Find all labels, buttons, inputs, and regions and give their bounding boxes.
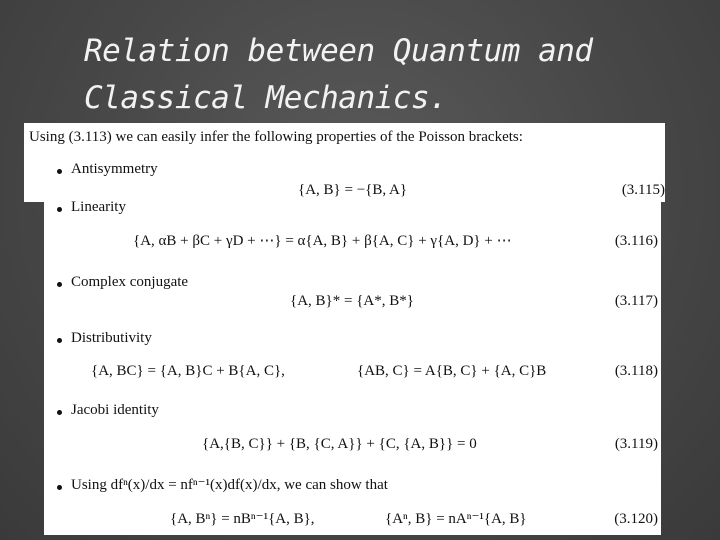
bullet-icon bbox=[57, 410, 62, 415]
equation-3-118-left: {A, BC} = {A, B}C + B{A, C}, bbox=[91, 363, 285, 379]
equation-number-3-116: (3.116) bbox=[614, 233, 658, 249]
equation-3-116: {A, αB + βC + γD + ⋯} = α{A, B} + β{A, C} + γ{A, D} + ⋯ bbox=[133, 233, 512, 249]
equation-3-117: {A, B}* = {A*, B*} bbox=[290, 293, 414, 309]
bullet-icon bbox=[57, 338, 62, 343]
property-label-linearity: Linearity bbox=[71, 199, 126, 215]
bullet-icon bbox=[57, 207, 62, 212]
property-label-distributivity: Distributivity bbox=[71, 330, 152, 346]
bullet-icon bbox=[57, 282, 62, 287]
equation-3-120-left: {A, Bⁿ} = nBⁿ⁻¹{A, B}, bbox=[170, 511, 315, 527]
equation-3-118-right: {AB, C} = A{B, C} + {A, C}B bbox=[357, 363, 547, 379]
slide-title bbox=[84, 28, 684, 122]
equation-number-3-117: (3.117) bbox=[614, 293, 658, 309]
equation-3-119: {A,{B, C}} + {B, {C, A}} + {C, {A, B}} = 0 bbox=[202, 436, 477, 452]
equation-3-115: {A, B} = −{B, A} bbox=[298, 182, 408, 198]
property-label-jacobi-identity: Jacobi identity bbox=[71, 402, 159, 418]
property-label-power-rule: Using dfⁿ(x)/dx = nfⁿ⁻¹(x)df(x)/dx, we can show that bbox=[71, 477, 388, 493]
equation-number-3-120: (3.120) bbox=[614, 511, 658, 527]
equation-number-3-115: (3.115) bbox=[621, 182, 665, 198]
equation-number-3-118: (3.118) bbox=[614, 363, 658, 379]
bullet-icon bbox=[57, 169, 62, 174]
slide-title-line-2: Classical Mechanics. bbox=[84, 80, 448, 116]
property-label-antisymmetry: Antisymmetry bbox=[71, 161, 158, 177]
equation-3-120-right: {Aⁿ, B} = nAⁿ⁻¹{A, B} bbox=[385, 511, 527, 527]
intro-text: Using (3.113) we can easily infer the following properties of the Poisson brackets: bbox=[29, 129, 523, 145]
bullet-icon bbox=[57, 485, 62, 490]
slide-title-line-1: Relation between Quantum and bbox=[84, 33, 593, 69]
equation-number-3-119: (3.119) bbox=[614, 436, 658, 452]
property-label-complex-conjugate: Complex conjugate bbox=[71, 274, 189, 290]
